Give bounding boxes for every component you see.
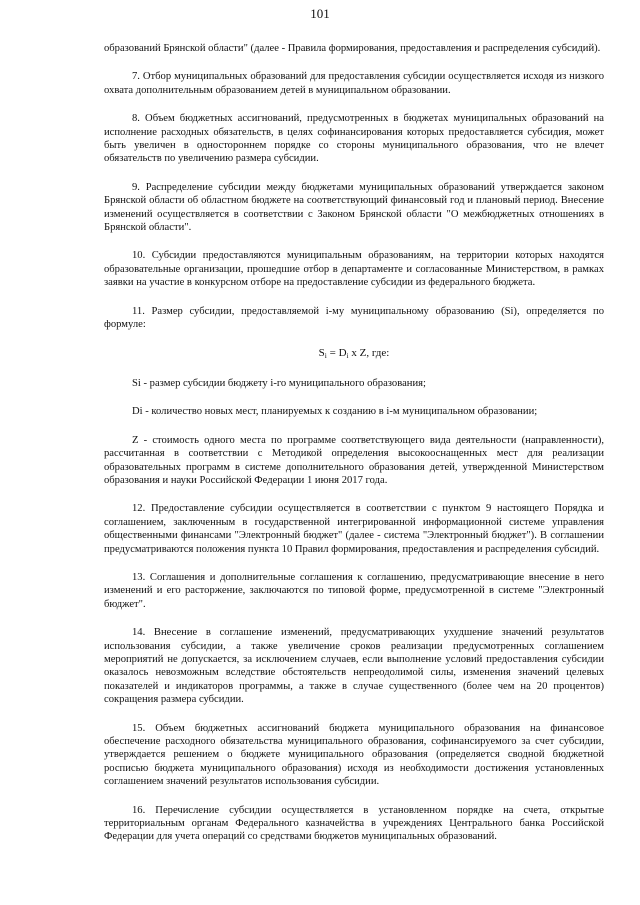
paragraph-11: 11. Размер субсидии, предоставляемой i-му муниципальному образованию (Si), определяется по формуле:: [104, 305, 604, 331]
formula-sub-i: i: [324, 350, 327, 360]
paragraph-9: 9. Распределение субсидии между бюджетами муниципальных образований утверждается законом Брянской области об областном бюджете на соответствующий финансовый год и плановый период. Внесение изменений осуществляется в соответствии с Законом Брянской области "О межбюджетных отношениях в Брянской области".: [104, 181, 604, 234]
formula-mid: = D: [326, 346, 347, 359]
formula-sub-i-2: i: [346, 350, 349, 360]
definition-si: Si - размер субсидии бюджету i-го муниципального образования;: [132, 377, 426, 389]
page-number: 101: [310, 6, 330, 21]
paragraph-15: 15. Объем бюджетных ассигнований бюджета муниципального образования на финансовое обеспечение расходного обязательства муниципального образования, софинансируемого за счет субсидии, утверждается решением о бюджете муниципального образования (определяется сводной бюджетной росписью бюджета муниципального образования) исходя из необходимости достижения установленных соглашением значений результатов использования субсидии.: [104, 722, 604, 788]
paragraph-8: 8. Объем бюджетных ассигнований, предусмотренных в бюджетах муниципальных образований на исполнение расходных обязательств, в целях софинансирования которых предоставляется субсидия, может быть увеличен в одностороннем порядке со стороны муниципального образования, что не влечет обязательств по увеличению размера субсидии.: [104, 113, 604, 165]
formula: [104, 347, 604, 362]
paragraph-continuation: образований Брянской области" (далее - Правила формирования, предоставления и распределения субсидий).: [104, 43, 601, 54]
definition-z: Z - стоимость одного места по программе соответствующего вида деятельности (направленности), рассчитанная в соответствии с Методикой определения высокооснащенных мест для реализации образовательных программ в системе дополнительного образования детей, утвержденной Министерством образования и науки Российской Федерации 1 июня 2017 года.: [104, 434, 604, 486]
paragraph-13: 13. Соглашения и дополнительные соглашения к соглашению, предусматривающие внесение в него изменений и его расторжение, заключаются по типовой форме, предусмотренной в системе "Электронный бюджет".: [104, 571, 604, 610]
paragraph-16: 16. Перечисление субсидии осуществляется в установленном порядке на счета, открытые территориальным органам Федерального казначейства в учреждениях Центрального банка Российской Федерации для учета операций со средствами бюджетов муниципальных образований.: [104, 804, 604, 843]
formula-s: S: [318, 346, 325, 359]
definition-di: Di - количество новых мест, планируемых к созданию в i-м муниципальном образовании;: [132, 406, 538, 418]
formula-rest: x Z, где:: [348, 346, 390, 359]
paragraph-7: 7. Отбор муниципальных образований для предоставления субсидии осуществляется исходя из низкого охвата дополнительным образованием детей в муниципальном образовании.: [104, 71, 604, 96]
paragraph-12: 12. Предоставление субсидии осуществляется в соответствии с пунктом 9 настоящего Порядка и соглашением, заключенным в государственной интегрированной информационной системе управления общественными финансами "Электронный бюджет" (далее - система "Электронный бюджет"). В соглашении предусматриваются положения пункта 10 Правил формирования, предоставления и распределения субсидий.: [104, 503, 604, 555]
document-body: [104, 42, 604, 859]
paragraph-14: 14. Внесение в соглашение изменений, предусматривающих ухудшение значений результатов использования субсидии, а также увеличение сроков реализации предусмотренных соглашением мероприятий не допускается, за исключением случаев, если выполнение условий предоставления субсидии оказалось невозможным вследствие обстоятельств непреодолимой силы, изменения значений целевых показателей и индикаторов программы, а также в случае существенного (более чем на 20 процентов) сокращения размера субсидии.: [104, 627, 604, 706]
paragraph-10: 10. Субсидии предоставляются муниципальным образованиям, на территории которых находятся образовательные организации, прошедшие отбор в департаменте и согласованные Министерством, в рамках заявки на участие в конкурсном отборе на предоставление субсидии из федерального бюджета.: [104, 250, 604, 289]
